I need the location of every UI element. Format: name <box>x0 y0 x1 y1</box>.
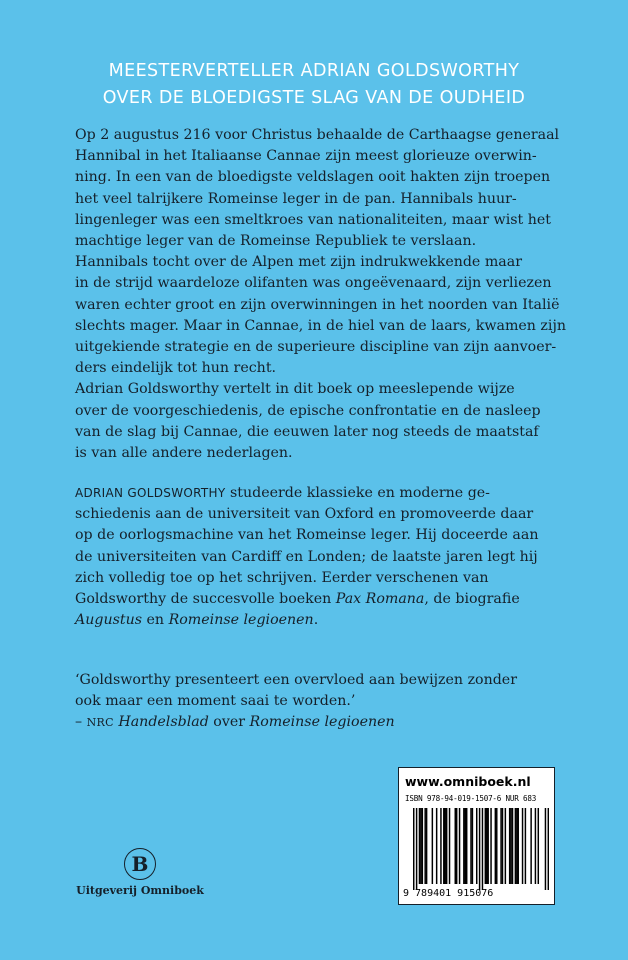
quote-line: ook maar een moment saai te worden.’ <box>75 693 356 710</box>
barcode-bar <box>487 808 488 884</box>
text-line: de universiteiten van Cardiff en Londen; de laatste jaren legt hij <box>75 548 538 565</box>
text-fragment: over <box>208 714 250 731</box>
publisher-name: Uitgeverij Omniboek <box>76 884 204 897</box>
barcode-bar <box>456 808 457 884</box>
cover-headline <box>0 58 628 112</box>
text-line: in de strijd waardeloze olifanten was ongeëvenaard, zijn verliezen <box>75 275 552 292</box>
barcode-bar <box>465 808 466 884</box>
text-fragment: . <box>313 612 319 629</box>
barcode-bar <box>515 808 516 884</box>
barcode-bar <box>459 808 460 884</box>
barcode-bar <box>516 808 517 884</box>
barcode-bar <box>443 808 444 884</box>
barcode-bar <box>466 808 467 884</box>
barcode-bar <box>500 808 501 884</box>
barcode-digits: 9 789401 915076 <box>403 888 494 899</box>
barcode-bar <box>470 808 471 884</box>
text-line: waren echter groot en zijn overwinningen in het noorden van Italië <box>75 296 560 313</box>
barcode-bar <box>455 808 456 884</box>
barcode-bar <box>426 808 427 884</box>
barcode-bar <box>440 808 441 884</box>
barcode-bar <box>482 808 483 890</box>
text-line: op de oorlogsmachine van het Romeinse leger. Hij doceerde aan <box>75 527 539 544</box>
barcode-bar <box>509 808 510 884</box>
text-fragment: , de biografie <box>424 591 520 608</box>
barcode-bar <box>518 808 519 884</box>
text-line: ders eindelijk tot hun recht. <box>75 360 277 377</box>
text-line: over de voorgeschiedenis, de epische confrontatie en de nasleep <box>75 402 541 419</box>
text-line <box>75 610 575 631</box>
text-line: Op 2 augustus 216 voor Christus behaalde de Carthaagse generaal <box>75 127 560 143</box>
barcode-bar <box>436 808 437 884</box>
barcode-bar <box>538 808 539 884</box>
book-title: Augustus <box>75 612 143 629</box>
barcode-bar <box>490 808 491 884</box>
barcode-bar <box>505 808 506 884</box>
author-name-caps: ADRIAN GOLDSWORTHY <box>75 486 226 500</box>
text-line <box>75 483 575 504</box>
text-line: ning. In een van de bloedigste veldslagen ooit hakten zijn troepen <box>75 169 551 186</box>
text-line: Hannibal in het Italiaanse Cannae zijn meest glorieuze overwin- <box>75 148 537 165</box>
text-fragment: studeerde klassieke en moderne ge- <box>225 485 490 501</box>
barcode-bar <box>525 808 526 884</box>
review-quote <box>75 670 575 734</box>
website-url: www.omniboek.nl <box>405 774 531 789</box>
publisher-block <box>75 848 205 897</box>
headline-line-2: OVER DE BLOEDIGSTE SLAG VAN DE OUDHEID <box>102 88 526 108</box>
quote-line: ‘Goldsworthy presenteert een overvloed aan bewijzen zonder <box>75 672 517 688</box>
text-fragment: Goldsworthy de succesvolle boeken <box>75 591 336 608</box>
book-title: Romeinse legioenen <box>249 714 395 731</box>
barcode-bar <box>512 808 513 884</box>
text-line: uitgekiende strategie en de superieure discipline van zijn aanvoer- <box>75 339 557 356</box>
barcode-bar <box>422 808 423 884</box>
barcode-graphic <box>413 808 549 890</box>
barcode-bar <box>419 808 420 884</box>
text-line: Adrian Goldsworthy vertelt in dit boek op meeslepende wijze <box>75 381 515 398</box>
text-line: schiedenis aan de universiteit van Oxford en promoveerde daar <box>75 506 534 523</box>
barcode-bar <box>432 808 433 884</box>
isbn-line: ISBN 978-94-019-1507-6 NUR 683 <box>405 794 537 803</box>
synopsis-paragraph <box>75 125 575 464</box>
text-fragment: en <box>142 612 169 629</box>
source-caps: NRC <box>86 716 114 730</box>
barcode-bar <box>424 808 425 884</box>
barcode-bar <box>416 808 417 890</box>
source-name: Handelsblad <box>113 714 209 731</box>
barcode-bar <box>420 808 421 884</box>
text-line: van de slag bij Cannae, die eeuwen later nog steeds de maatstaf <box>75 423 539 440</box>
text-line: machtige leger van de Romeinse Republiek te verslaan. <box>75 233 477 250</box>
barcode-bar <box>495 808 496 884</box>
barcode-bar <box>446 808 447 884</box>
text-line: zich volledig toe op het schrijven. Eerder verschenen van <box>75 569 489 586</box>
text-line <box>75 589 575 610</box>
barcode-bar <box>449 808 450 884</box>
headline-line-1: MEESTERVERTELLER ADRIAN GOLDSWORTHY <box>108 61 520 81</box>
book-title: Romeinse legioenen <box>168 612 314 629</box>
barcode-bar <box>485 808 486 884</box>
barcode-bar <box>510 808 511 884</box>
text-fragment: – <box>75 714 87 731</box>
quote-source <box>75 712 575 733</box>
publisher-logo-icon: B <box>124 848 156 880</box>
barcode-bar <box>463 808 464 884</box>
book-title: Pax Romana <box>335 591 425 608</box>
text-line: het veel talrijkere Romeinse leger in de pan. Hannibals huur- <box>75 190 517 207</box>
barcode-bar <box>530 808 531 884</box>
barcode-bar <box>535 808 536 884</box>
barcode-bar <box>548 808 549 890</box>
text-line: is van alle andere nederlagen. <box>75 445 293 462</box>
barcode-bar <box>444 808 445 884</box>
barcode-bar <box>502 808 503 884</box>
barcode-bar <box>545 808 546 890</box>
barcode-bar <box>496 808 497 884</box>
text-line: lingenleger was een smeltkroes van nationaliteiten, maar wist het <box>75 211 551 228</box>
barcode-panel <box>398 767 555 905</box>
barcode-bar <box>479 808 480 890</box>
barcode-bar <box>472 808 473 884</box>
text-line: Hannibals tocht over de Alpen met zijn indrukwekkende maar <box>75 254 522 271</box>
barcode-bar <box>486 808 487 884</box>
author-bio-paragraph <box>75 483 575 631</box>
text-line: slechts mager. Maar in Cannae, in de hiel van de laars, kwamen zijn <box>75 317 566 334</box>
barcode-bar <box>476 808 477 884</box>
barcode-bar <box>522 808 523 884</box>
barcode-bar <box>413 808 414 890</box>
